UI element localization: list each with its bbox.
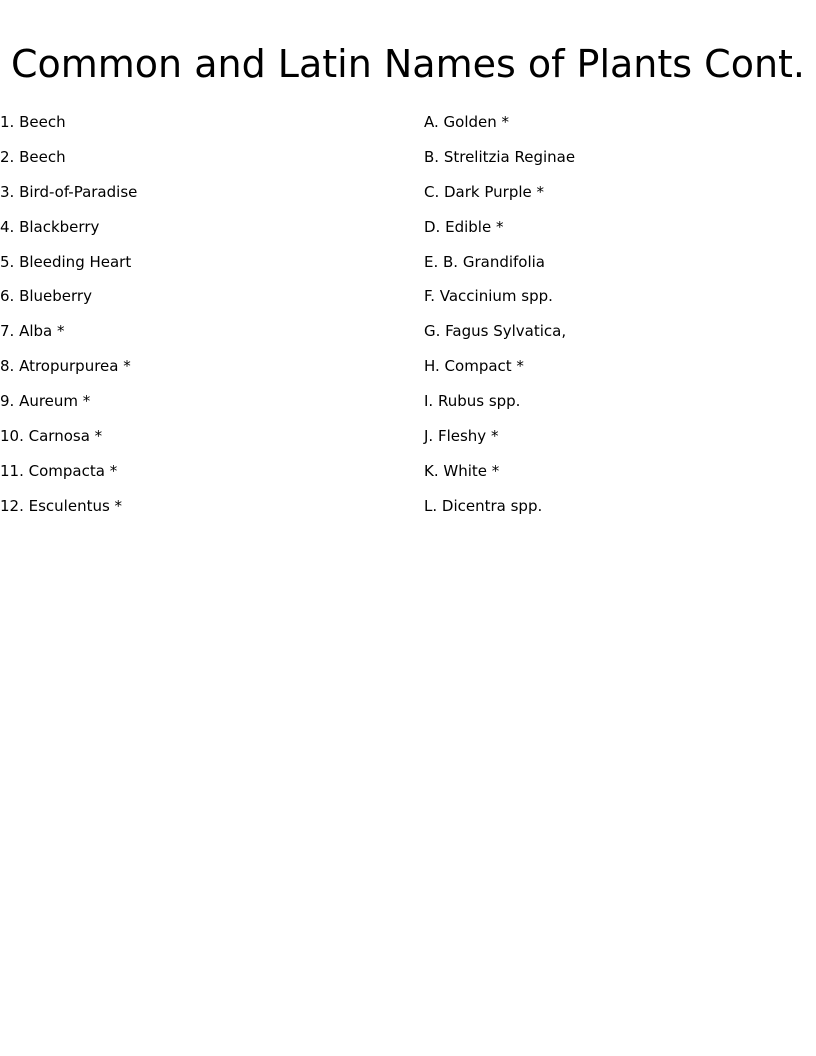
list-item: K. White * [424, 461, 500, 480]
list-item: 6. Blueberry [0, 287, 92, 306]
list-item: E. B. Grandifolia [424, 252, 546, 271]
list-item: L. Dicentra spp. [424, 496, 543, 515]
list-item: 7. Alba * [0, 322, 65, 341]
list-item: 2. Beech [0, 147, 66, 166]
list-item: 10. Carnosa * [0, 427, 103, 446]
list-item: 12. Esculentus * [0, 496, 123, 515]
list-item: D. Edible * [424, 217, 504, 236]
list-item: 1. Beech [0, 113, 66, 131]
list-item: 8. Atropurpurea * [0, 357, 131, 376]
list-item: B. Strelitzia Reginae [424, 147, 576, 166]
list-item: C. Dark Purple * [424, 182, 545, 201]
page-title: Common and Latin Names of Plants Cont. [10, 42, 806, 86]
list-item: F. Vaccinium spp. [424, 287, 553, 306]
list-item: G. Fagus Sylvatica, [424, 322, 567, 341]
list-item: 11. Compacta * [0, 461, 118, 480]
common-names-list [0, 112, 400, 531]
list-item: 9. Aureum * [0, 392, 91, 411]
latin-names-list [424, 112, 804, 531]
list-item: J. Fleshy * [424, 427, 499, 446]
list-item: 3. Bird-of-Paradise [0, 182, 138, 201]
list-item: 4. Blackberry [0, 217, 100, 236]
list-item: I. Rubus spp. [424, 392, 521, 411]
list-item: H. Compact * [424, 357, 524, 376]
list-item: 5. Bleeding Heart [0, 252, 132, 271]
list-item: A. Golden * [424, 113, 510, 131]
